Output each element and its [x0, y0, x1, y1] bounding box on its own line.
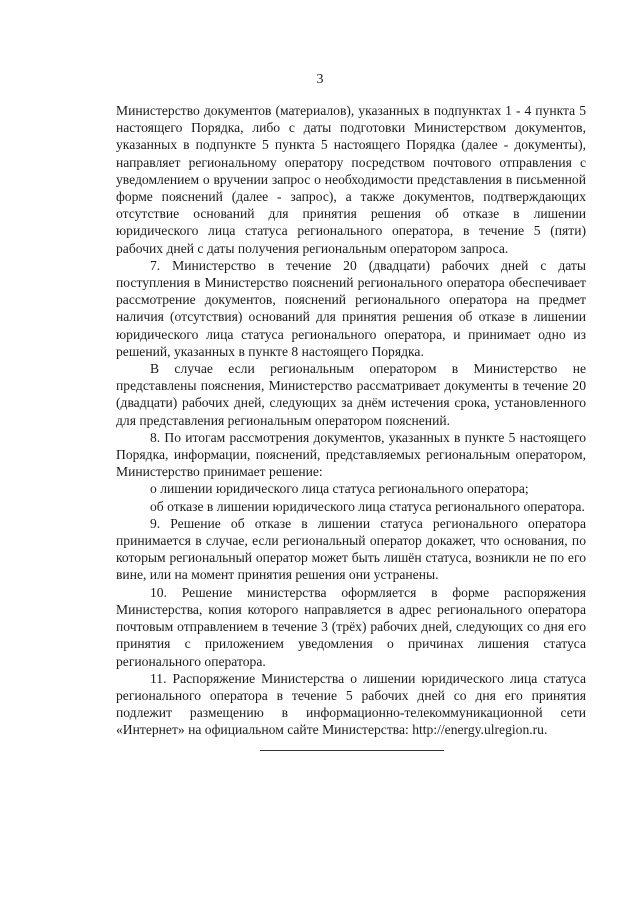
document-body: [116, 102, 586, 739]
end-of-document-rule: [260, 750, 444, 751]
paragraph-item-7: 7. Министерство в течение 20 (двадцати) рабочих дней с даты поступления в Министерство пояснений регионального оператора обеспечивает рассмотрение документов, пояснений регионального оператора на предмет наличия (отсутствия) оснований для принятия решения об отказе в лишении юридического лица статуса регионального оператора, и принимает одно из решений, указанных в пункте 8 настоящего Порядка.: [116, 257, 586, 359]
paragraph-item-8: 8. По итогам рассмотрения документов, указанных в пункте 5 настоящего Порядка, информации, пояснений, представляемых региональным оператором, Министерство принимает решение:: [116, 429, 586, 480]
paragraph-item-9: 9. Решение об отказе в лишении статуса регионального оператора принимается в случае, если региональный оператор докажет, что основания, по которым региональный оператор может быть лишён статуса, возникли не по его вине, или на момент принятия решения они устранены.: [116, 515, 586, 583]
paragraph-item-10: 10. Решение министерства оформляется в форме распоряжения Министерства, копия которого направляется в адрес регионального оператора почтовым отправлением в течение 3 (трёх) рабочих дней, следующих со дня его принятия с приложением уведомления о причинах лишения статуса регионального оператора.: [116, 584, 586, 669]
paragraph-item-8-option-2: об отказе в лишении юридического лица статуса регионального оператора.: [150, 498, 585, 514]
paragraph-continuation: Министерство документов (материалов), указанных в подпунктах 1 - 4 пункта 5 настоящего Порядка, либо с даты подготовки Министерством документов, указанных в подпункте 5 пункта 5 настоящего Порядка (далее - документы), направляет региональному оператору посредством почтового отправления с уведомлением о вручении запрос о необходимости представления в письменной форме пояснений (далее - запрос), а также документов, подтверждающих отсутствие оснований для принятия решения об отказе в лишении юридического лица статуса регионального оператора, в течение 5 (пяти) рабочих дней с даты получения региональным оператором запроса.: [116, 103, 586, 256]
paragraph-item-8-option-1: о лишении юридического лица статуса регионального оператора;: [150, 481, 529, 497]
page-number: 3: [316, 72, 324, 87]
paragraph-item-7-note: В случае если региональным оператором в Министерство не представлены пояснения, Министерство рассматривает документы в течение 20 (двадцати) рабочих дней, следующих за днём истечения срока, установленного для представления региональным оператором пояснений.: [116, 361, 586, 428]
paragraph-item-11: 11. Распоряжение Министерства о лишении юридического лица статуса регионального оператора в течение 5 рабочих дней со дня его принятия подлежит размещению в информационно-телекоммуникационной сети «Интернет» на официальном сайте Министерства: http://energy.ulregion.ru.: [116, 670, 586, 738]
